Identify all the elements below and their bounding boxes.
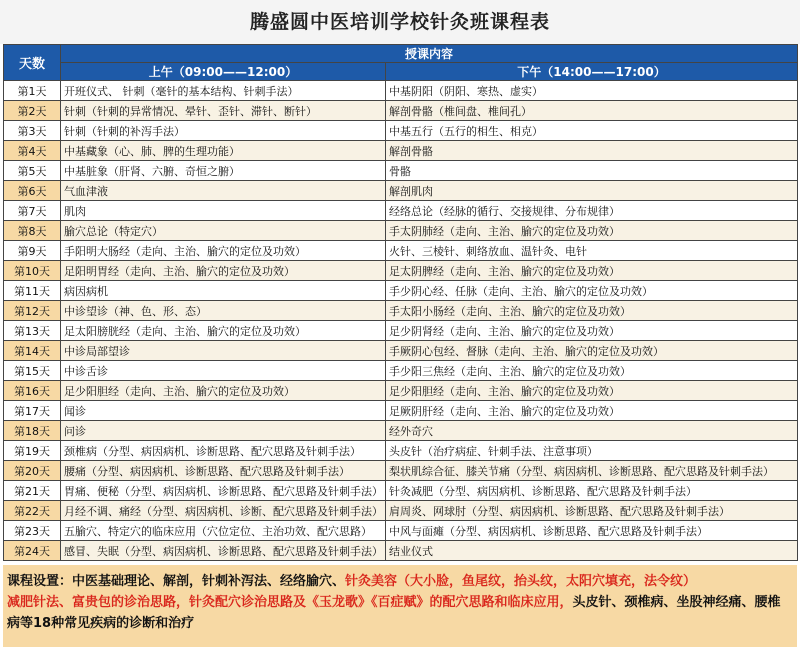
afternoon-cell: 火针、三棱针、刺络放血、温针灸、电针 bbox=[386, 241, 798, 261]
afternoon-cell: 针灸减肥（分型、病因病机、诊断思路、配穴思路及针刺手法） bbox=[386, 481, 798, 501]
morning-cell: 颈椎病（分型、病因病机、诊断思路、配穴思路及针刺手法） bbox=[61, 441, 386, 461]
header-morning: 上午（09:00——12:00） bbox=[61, 63, 386, 81]
table-row bbox=[4, 221, 798, 241]
afternoon-cell: 足厥阴肝经（走向、主治、腧穴的定位及功效） bbox=[386, 401, 798, 421]
day-cell: 第7天 bbox=[4, 201, 61, 221]
table-row bbox=[4, 361, 798, 381]
afternoon-cell: 手太阳小肠经（走向、主治、腧穴的定位及功效） bbox=[386, 301, 798, 321]
afternoon-cell: 肩周炎、网球肘（分型、病因病机、诊断思路、配穴思路及针刺手法） bbox=[386, 501, 798, 521]
header-content: 授课内容 bbox=[61, 45, 798, 63]
afternoon-cell: 头皮针（治疗病症、针刺手法、注意事项） bbox=[386, 441, 798, 461]
day-cell: 第10天 bbox=[4, 261, 61, 281]
table-row bbox=[4, 121, 798, 141]
table-row bbox=[4, 281, 798, 301]
table-row bbox=[4, 161, 798, 181]
schedule-body bbox=[4, 81, 798, 561]
day-cell: 第18天 bbox=[4, 421, 61, 441]
day-cell: 第5天 bbox=[4, 161, 61, 181]
table-row bbox=[4, 481, 798, 501]
summary-part-4: 头皮针、颈椎病、坐股神经痛、腰椎病等18种常见疾病的诊断和治疗 bbox=[7, 595, 781, 631]
afternoon-cell: 解剖骨骼 bbox=[386, 141, 798, 161]
afternoon-cell: 中风与面瘫（分型、病因病机、诊断思路、配穴思路及针刺手法） bbox=[386, 521, 798, 541]
afternoon-cell: 解剖肌肉 bbox=[386, 181, 798, 201]
afternoon-cell: 中基五行（五行的相生、相克） bbox=[386, 121, 798, 141]
day-cell: 第9天 bbox=[4, 241, 61, 261]
table-row bbox=[4, 301, 798, 321]
summary-part-1: 课程设置：中医基础理论、解剖，针刺补泻法、经络腧穴、 bbox=[7, 574, 346, 589]
afternoon-cell: 足少阳胆经（走向、主治、腧穴的定位及功效） bbox=[386, 381, 798, 401]
table-row bbox=[4, 461, 798, 481]
day-cell: 第14天 bbox=[4, 341, 61, 361]
morning-cell: 问诊 bbox=[61, 421, 386, 441]
day-cell: 第15天 bbox=[4, 361, 61, 381]
afternoon-cell: 经络总论（经脉的循行、交接规律、分布规律） bbox=[386, 201, 798, 221]
page-title: 腾盛圆中医培训学校针灸班课程表 bbox=[0, 0, 800, 44]
header-days: 天数 bbox=[4, 45, 61, 81]
table-row bbox=[4, 101, 798, 121]
day-cell: 第23天 bbox=[4, 521, 61, 541]
table-row bbox=[4, 241, 798, 261]
summary-part-3: 减肥针法、富贵包的诊治思路，针灸配穴诊治思路及《玉龙歌》《百症赋》的配穴思路和临床应用， bbox=[7, 595, 573, 610]
day-cell: 第24天 bbox=[4, 541, 61, 561]
morning-cell: 月经不调、痛经（分型、病因病机、诊断、配穴思路及针刺手法） bbox=[61, 501, 386, 521]
morning-cell: 足阳明胃经（走向、主治、腧穴的定位及功效） bbox=[61, 261, 386, 281]
day-cell: 第6天 bbox=[4, 181, 61, 201]
afternoon-cell: 梨状肌综合征、膝关节痛（分型、病因病机、诊断思路、配穴思路及针刺手法） bbox=[386, 461, 798, 481]
morning-cell: 手阳明大肠经（走向、主治、腧穴的定位及功效） bbox=[61, 241, 386, 261]
table-row bbox=[4, 521, 798, 541]
table-row bbox=[4, 181, 798, 201]
afternoon-cell: 足太阴脾经（走向、主治、腧穴的定位及功效） bbox=[386, 261, 798, 281]
morning-cell: 中诊舌诊 bbox=[61, 361, 386, 381]
day-cell: 第1天 bbox=[4, 81, 61, 101]
day-cell: 第12天 bbox=[4, 301, 61, 321]
morning-cell: 中基脏象（肝肾、六腑、奇恒之腑） bbox=[61, 161, 386, 181]
table-row bbox=[4, 141, 798, 161]
table-row bbox=[4, 501, 798, 521]
afternoon-cell: 中基阴阳（阴阳、寒热、虚实） bbox=[386, 81, 798, 101]
table-row bbox=[4, 81, 798, 101]
day-cell: 第2天 bbox=[4, 101, 61, 121]
afternoon-cell: 手少阳三焦经（走向、主治、腧穴的定位及功效） bbox=[386, 361, 798, 381]
afternoon-cell: 手少阴心经、任脉（走向、主治、腧穴的定位及功效） bbox=[386, 281, 798, 301]
afternoon-cell: 手太阴肺经（走向、主治、腧穴的定位及功效） bbox=[386, 221, 798, 241]
day-cell: 第13天 bbox=[4, 321, 61, 341]
table-row bbox=[4, 541, 798, 561]
day-cell: 第21天 bbox=[4, 481, 61, 501]
morning-cell: 针刺（针刺的异常情况、晕针、歪针、滞针、断针） bbox=[61, 101, 386, 121]
morning-cell: 腧穴总论（特定穴） bbox=[61, 221, 386, 241]
morning-cell: 腰痛（分型、病因病机、诊断思路、配穴思路及针刺手法） bbox=[61, 461, 386, 481]
morning-cell: 中诊望诊（神、色、形、态） bbox=[61, 301, 386, 321]
morning-cell: 足太阳膀胱经（走向、主治、腧穴的定位及功效） bbox=[61, 321, 386, 341]
day-cell: 第20天 bbox=[4, 461, 61, 481]
morning-cell: 针刺（针刺的补泻手法） bbox=[61, 121, 386, 141]
table-row bbox=[4, 341, 798, 361]
day-cell: 第4天 bbox=[4, 141, 61, 161]
day-cell: 第22天 bbox=[4, 501, 61, 521]
morning-cell: 中诊局部望诊 bbox=[61, 341, 386, 361]
table-row bbox=[4, 321, 798, 341]
day-cell: 第8天 bbox=[4, 221, 61, 241]
table-row bbox=[4, 401, 798, 421]
afternoon-cell: 解剖骨骼（椎间盘、椎间孔） bbox=[386, 101, 798, 121]
afternoon-cell: 结业仪式 bbox=[386, 541, 798, 561]
afternoon-cell: 手厥阴心包经、督脉（走向、主治、腧穴的定位及功效） bbox=[386, 341, 798, 361]
table-row bbox=[4, 421, 798, 441]
morning-cell: 胃痛、便秘（分型、病因病机、诊断思路、配穴思路及针刺手法） bbox=[61, 481, 386, 501]
morning-cell: 闻诊 bbox=[61, 401, 386, 421]
afternoon-cell: 经外奇穴 bbox=[386, 421, 798, 441]
day-cell: 第16天 bbox=[4, 381, 61, 401]
day-cell: 第11天 bbox=[4, 281, 61, 301]
morning-cell: 足少阳胆经（走向、主治、腧穴的定位及功效） bbox=[61, 381, 386, 401]
morning-cell: 开班仪式、 针刺（毫针的基本结构、针刺手法） bbox=[61, 81, 386, 101]
course-summary bbox=[3, 565, 797, 647]
morning-cell: 感冒、失眠（分型、病因病机、诊断思路、配穴思路及针刺手法） bbox=[61, 541, 386, 561]
header-afternoon: 下午（14:00——17:00） bbox=[386, 63, 798, 81]
table-row bbox=[4, 381, 798, 401]
morning-cell: 气血津液 bbox=[61, 181, 386, 201]
day-cell: 第17天 bbox=[4, 401, 61, 421]
morning-cell: 病因病机 bbox=[61, 281, 386, 301]
morning-cell: 中基藏象（心、肺、脾的生理功能） bbox=[61, 141, 386, 161]
table-row bbox=[4, 441, 798, 461]
table-row bbox=[4, 201, 798, 221]
table-row bbox=[4, 261, 798, 281]
afternoon-cell: 骨骼 bbox=[386, 161, 798, 181]
summary-part-2: 针灸美容（大小脸，鱼尾纹，抬头纹，太阳穴填充，法令纹） bbox=[345, 574, 697, 589]
day-cell: 第19天 bbox=[4, 441, 61, 461]
schedule-table bbox=[3, 44, 798, 561]
morning-cell: 肌肉 bbox=[61, 201, 386, 221]
day-cell: 第3天 bbox=[4, 121, 61, 141]
afternoon-cell: 足少阴肾经（走向、主治、腧穴的定位及功效） bbox=[386, 321, 798, 341]
morning-cell: 五腧穴、特定穴的临床应用（穴位定位、主治功效、配穴思路） bbox=[61, 521, 386, 541]
